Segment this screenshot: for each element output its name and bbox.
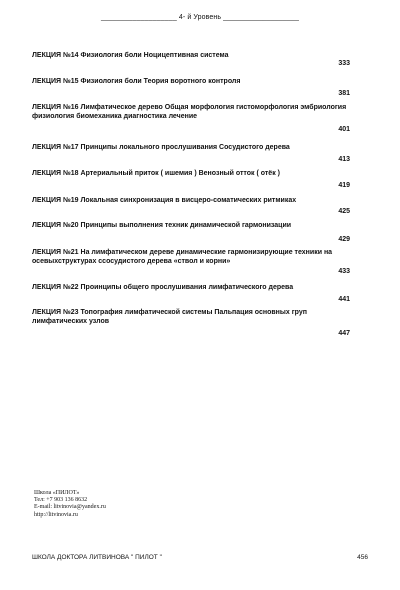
toc-entry-title: ЛЕКЦИЯ №23 Топография лимфатической системы Пальпация основных груп лимфатических узлов [32, 309, 307, 325]
toc-entry-20 [32, 222, 350, 249]
toc-entry-page: 333 [338, 60, 350, 67]
footer-school-name: ШКОЛА ДОКТОРА ЛИТВИНОВА " ПИЛОТ " [32, 554, 162, 561]
toc-entry-page: 425 [338, 208, 350, 215]
toc-entry-title: ЛЕКЦИЯ №17 Принципы локального прослушивания Сосудистого дерева [32, 144, 290, 151]
toc-entry-page: 381 [338, 90, 350, 97]
toc-entry-page: 447 [338, 330, 350, 337]
toc-entry-23 [32, 309, 350, 339]
toc-entry-17 [32, 144, 350, 170]
toc-entry-title: ЛЕКЦИЯ №14 Физиология боли Ноцицептивная система [32, 52, 229, 59]
toc-entry-21 [32, 249, 350, 284]
toc-entry-page: 429 [338, 236, 350, 243]
contact-phone: Тел: +7 903 136 8632 [34, 497, 88, 504]
toc-entry-19 [32, 197, 350, 222]
toc-entry-title: ЛЕКЦИЯ №18 Артериальный приток ( ишемия ) Венозный отток ( отёк ) [32, 170, 280, 177]
page-header: ___________________ 4- й Уровень ___________________ [100, 14, 299, 21]
toc-entry-16 [32, 104, 350, 144]
toc-entry-title: ЛЕКЦИЯ №19 Локальная синхронизация в висцеро-соматических ритмиках [32, 197, 297, 204]
toc-entry-title: ЛЕКЦИЯ №22 Проинципы общего прослушивания лимфатического дерева [32, 284, 294, 291]
contact-school: Школа «ПИЛОТ» [34, 490, 80, 496]
toc-entry-18 [32, 170, 350, 197]
toc-entry-22 [32, 284, 350, 309]
contact-website[interactable]: http://litvinovia.ru [34, 511, 78, 518]
toc-entry-page: 441 [338, 296, 350, 303]
toc-entry-page: 401 [338, 126, 350, 133]
toc-entry-15 [32, 78, 350, 104]
page-number: 456 [357, 554, 368, 561]
toc-entry-page: 419 [338, 182, 350, 189]
toc-entry-title: ЛЕКЦИЯ №21 На лимфатическом дереве динамические гармонизирующие техники на осевыхструктурах ссосудистого дерева «ствол и корни» [32, 249, 333, 265]
toc-entry-title: ЛЕКЦИЯ №16 Лимфатическое дерево Общая морфология гистоморфология эмбриология физиология биомеханика диагностика лечение [32, 104, 347, 120]
contact-block [34, 490, 106, 519]
toc-entry-14 [32, 52, 350, 78]
toc-entry-title: ЛЕКЦИЯ №15 Физиология боли Теория воротного контроля [32, 78, 241, 85]
toc-entry-page: 433 [338, 268, 350, 275]
toc-entry-page: 413 [338, 156, 350, 163]
table-of-contents [32, 52, 350, 339]
toc-entry-title: ЛЕКЦИЯ №20 Принципы выполнения техник динамической гармонизации [32, 222, 292, 229]
contact-email[interactable]: E-mail: litvinovia@yandex.ru [34, 504, 106, 511]
